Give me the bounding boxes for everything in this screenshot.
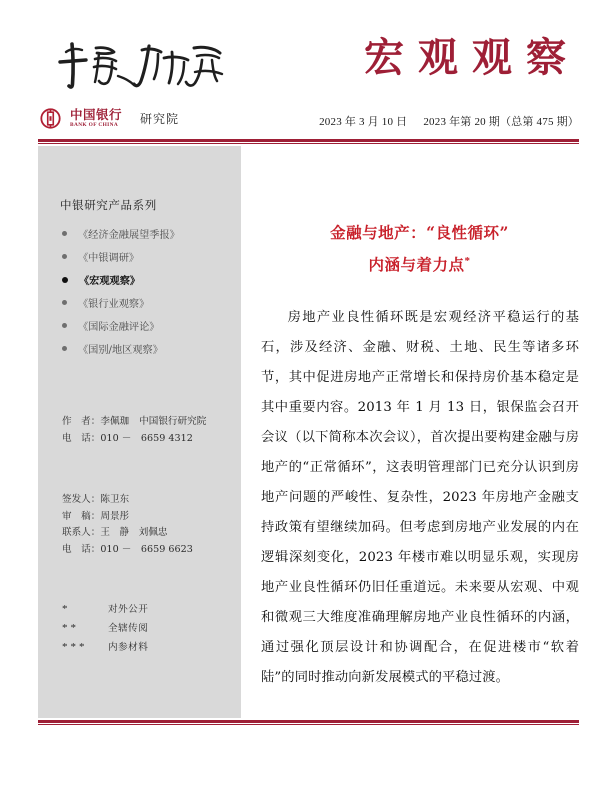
sidebar xyxy=(38,146,241,718)
article-abstract: 房地产业良性循环既是宏观经济平稳运行的基石，涉及经济、金融、财税、土地、民生等诸多环节，其中促进房地产正常增长和保持房价基本稳定是其中重要内容。2013 年 1 月 13 日，银保监会召开会议（以下简称本次会议），首次提出要构建金融与房地产的“正常循环”，这表明管理部门已充分认识到房地产问题的严峻性、复杂性，2023 年房地产金融支持政策有望继续加码。但考虑到房地产业发展的内在逻辑深刻变化，2023 年楼市难以明显乐观，实现房地产业良性循环仍旧任重道远。未来要从宏观、中观和微观三大维度准确理解房地产业良性循环的内涵，通过强化顶层设计和协调配合，在促进楼市“软着陆”的同时推动向新发展模式的平稳过渡。 xyxy=(261,310,579,686)
footnote-marker-icon: * xyxy=(464,255,471,268)
reviewer-name: 周景彤 xyxy=(100,510,130,522)
bullet-icon xyxy=(62,254,67,259)
journal-title: 宏观观察 xyxy=(364,34,580,81)
author-phone-row xyxy=(62,431,231,448)
article-title-line1: 金融与地产：“良性循环” xyxy=(330,223,509,243)
header-divider-rule xyxy=(38,139,579,142)
sidebar-item-country-region-observation[interactable] xyxy=(62,337,231,360)
note-public xyxy=(62,601,231,620)
bullet-icon xyxy=(62,277,68,283)
series-item-label: 《宏观观察》 xyxy=(79,275,141,287)
brand-script-logo xyxy=(52,36,232,92)
bullet-icon xyxy=(62,346,67,351)
series-item-label: 《国别/地区观察》 xyxy=(78,345,163,356)
phone-label: 电 话： xyxy=(62,432,101,444)
boc-emblem-icon xyxy=(40,108,61,129)
boc-wordmark xyxy=(70,106,123,128)
sidebar-item-banking-observation[interactable] xyxy=(62,291,231,314)
contact-phone-row xyxy=(62,542,231,559)
sidebar-item-macro-observation[interactable] xyxy=(62,268,231,291)
sidebar-item-economic-outlook[interactable] xyxy=(62,222,231,245)
bullet-icon xyxy=(62,300,67,305)
author-block xyxy=(62,414,231,447)
boc-name-cn: 中国银行 xyxy=(70,106,123,122)
series-item-label: 《国际金融评论》 xyxy=(78,322,160,333)
issuer-label: 签发人： xyxy=(62,494,101,505)
author-row xyxy=(62,414,231,431)
bank-of-china-logo xyxy=(40,108,179,129)
reviewer-row xyxy=(62,509,231,526)
article-title xyxy=(260,218,579,279)
author-organization: 中国银行研究院 xyxy=(139,416,207,427)
sidebar-item-international-finance-review[interactable] xyxy=(62,314,231,337)
contact-row xyxy=(62,525,231,542)
author-name: 李佩珈 xyxy=(100,416,130,427)
note-label: 全辖传阅 xyxy=(108,623,149,634)
series-list xyxy=(62,222,231,360)
classification-notes xyxy=(62,601,231,658)
note-restricted-material xyxy=(62,639,231,658)
contact-label: 联系人： xyxy=(62,527,101,538)
reviewer-label: 审 稿： xyxy=(62,510,101,522)
asterisk-icon: *** xyxy=(62,641,88,653)
note-internal-circulation xyxy=(62,620,231,639)
phone-label: 电 话： xyxy=(62,543,101,555)
article-column xyxy=(260,146,579,718)
series-heading: 中银研究产品系列 xyxy=(60,198,157,212)
issuer-row xyxy=(62,492,231,509)
signature-block xyxy=(62,492,231,558)
sidebar-item-boc-survey[interactable] xyxy=(62,245,231,268)
bullet-icon xyxy=(62,323,67,328)
boc-name-en: BANK OF CHINA xyxy=(70,121,119,128)
footer-divider-rule xyxy=(38,720,579,723)
institute-label: 研究院 xyxy=(140,112,180,126)
note-label: 内参材料 xyxy=(108,642,149,653)
series-item-label: 《中银调研》 xyxy=(78,253,140,264)
author-phone-value: 010 － 6659 4312 xyxy=(100,432,193,444)
series-item-label: 《经济金融展望季报》 xyxy=(78,230,180,241)
issuer-name: 陈卫东 xyxy=(100,494,130,505)
content-area xyxy=(38,146,579,718)
issue-number: 2023 年第 20 期（总第 475 期） xyxy=(423,116,579,128)
asterisk-icon: * xyxy=(62,603,71,615)
article-title-line2-wrap xyxy=(260,247,579,279)
asterisk-icon: ** xyxy=(62,622,79,634)
author-label: 作 者： xyxy=(62,416,101,427)
article-title-line2: 内涵与着力点 xyxy=(368,255,465,275)
series-item-label: 《银行业观察》 xyxy=(78,299,150,310)
publication-date: 2023 年 3 月 10 日 xyxy=(319,116,408,128)
contact-phone-value: 010 － 6659 6623 xyxy=(100,543,193,555)
note-label: 对外公开 xyxy=(108,604,149,615)
contact-names: 王 静 刘佩忠 xyxy=(100,527,168,538)
bullet-icon xyxy=(62,231,67,236)
masthead xyxy=(0,0,612,138)
issue-line xyxy=(319,113,579,129)
